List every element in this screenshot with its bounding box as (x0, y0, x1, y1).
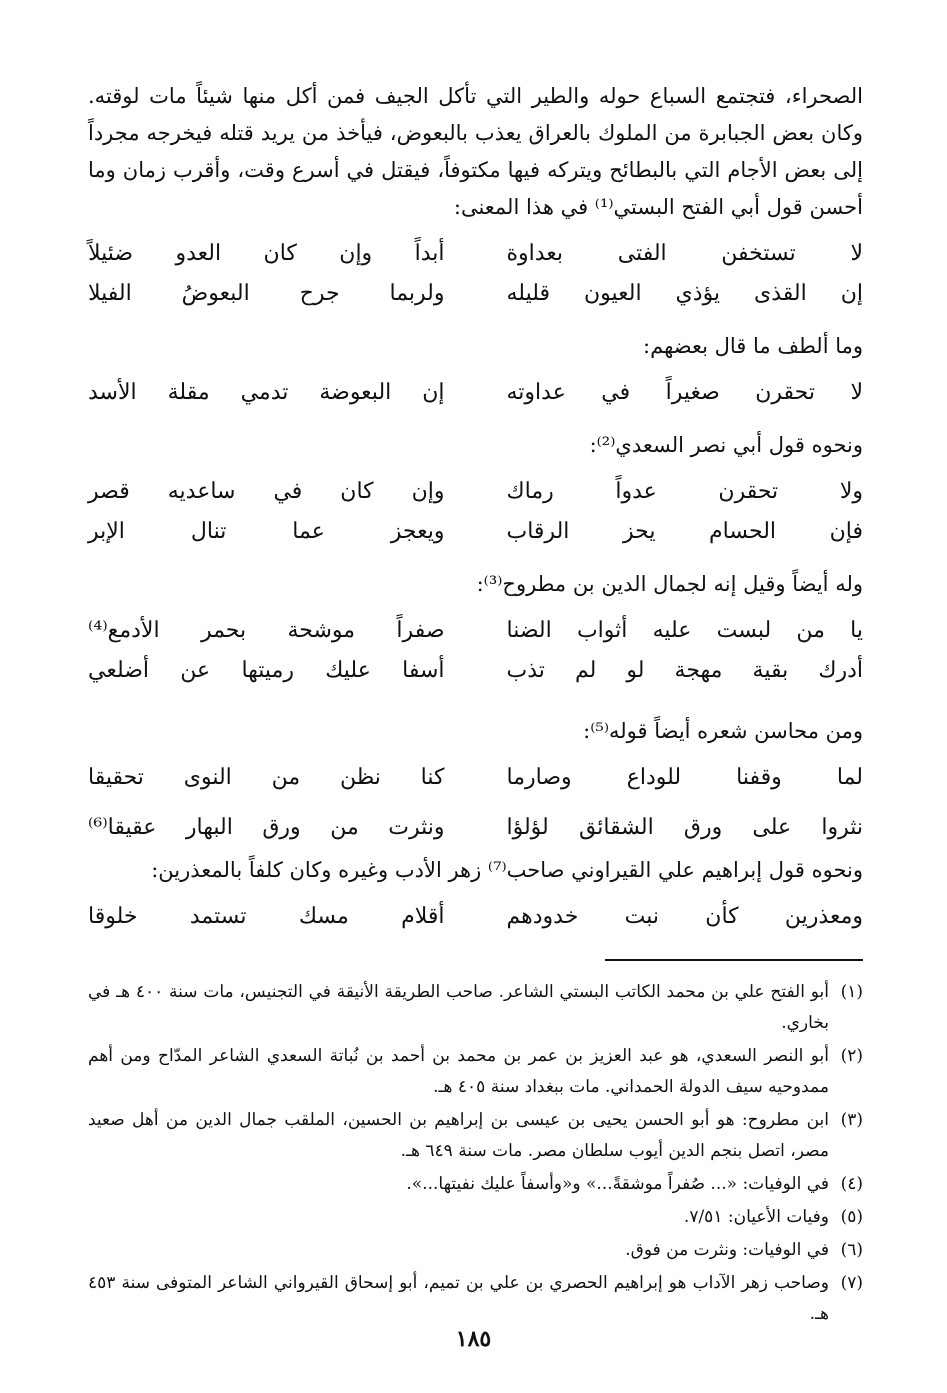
verse-second-hemistich: أبداً وإن كان العدو ضئيلاً (88, 241, 445, 266)
verse-line (88, 758, 863, 798)
poem-saadi (88, 472, 863, 552)
footnote-item (88, 977, 863, 1039)
spacer (88, 691, 863, 713)
intro-line: وله أيضاً وقيل إنه لجمال الدين بن مطروح⁽³⁾: (476, 572, 863, 596)
verse-first-hemistich: ولا تحقرن عدواً رماك (506, 479, 863, 504)
verse-first-hemistich: يا من لبست عليه أثواب الضنا (506, 618, 863, 643)
intro-line: ونحوه قول إبراهيم علي القيراوني صاحب⁽⁷⁾ زهر الأدب وغيره وكان كلفاً بالمعذرين: (151, 858, 863, 882)
footnote-number: (٤) (840, 1174, 863, 1194)
verse-line (88, 808, 863, 848)
verse-second-hemistich: أقلام مسك تستمد خلوقا (88, 904, 445, 929)
footnote-text: ابن مطروح: هو أبو الحسن يحيى بن عيسى بن إبراهيم بن الحسين، الملقب جمال الدين من أهل صعيد مصر، اتصل بنجم الدين أيوب سلطان مصر. مات سنة ٦٤٩ هـ. (88, 1110, 829, 1161)
paragraph-intro: الصحراء، فتجتمع السباع حوله والطير التي تأكل الجيف فمن أكل منها شيئاً مات لوقته. وكان بعض الجبابرة من الملوك بالعراق يعذب بالبعوض، فيأخذ من يريد قتله فيخرجه مجرداً إلى بعض الأجام التي بالبطائح ويتركه فيها مكتوفاً، فيقتل في أسرع وقت، وأقرب زمان وما أحسن قول أبي الفتح البستي⁽¹⁾ في هذا المعنى: (88, 84, 863, 219)
footnote-text: في الوفيات: «... صُفراً موشقةً...» و«وأسفاً عليك نفيتها...». (406, 1174, 829, 1194)
footnote-text: أبو الفتح علي بن محمد الكاتب البستي الشاعر. صاحب الطريقة الأنيقة في التجنيس، مات سنة ٤٠٠ هـ في بخاري. (88, 982, 829, 1033)
verse-second-hemistich: كنا نظن من النوى تحقيقا (88, 765, 445, 790)
verse-line (88, 234, 863, 274)
footnotes-list (88, 977, 863, 1330)
footnote-divider (605, 959, 863, 961)
verse-second-hemistich: إن البعوضة تدمي مقلة الأسد (88, 380, 445, 405)
verse-first-hemistich: فإن الحسام يحز الرقاب (506, 519, 863, 544)
verse-line (88, 274, 863, 314)
footnote-text: في الوفيات: ونثرت من فوق. (625, 1240, 829, 1260)
footnote-item (88, 1268, 863, 1330)
verse-first-hemistich: أدرك بقية مهجة لو لم تذب (506, 658, 863, 683)
footnote-item (88, 1235, 863, 1266)
footnote-number: (٣) (840, 1110, 863, 1130)
footnote-item (88, 1169, 863, 1200)
verse-second-hemistich: ويعجز عما تنال الإبر (88, 519, 445, 544)
verse-second-hemistich: ولربما جرح البعوضُ الفيلا (88, 281, 445, 306)
verse-line (88, 373, 863, 413)
footnote-number: (٧) (840, 1273, 863, 1293)
verse-first-hemistich: إن القذى يؤذي العيون قليله (506, 281, 863, 306)
verse-first-hemistich: لا تستخفن الفتى بعداوة (506, 241, 863, 266)
intro-line: ونحوه قول أبي نصر السعدي⁽²⁾: (589, 433, 863, 457)
footnote-number: (٦) (840, 1240, 863, 1260)
verse-second-hemistich: صفراً موشحة بحمر الأدمع⁽⁴⁾ (88, 618, 445, 643)
footnote-number: (٢) (840, 1046, 863, 1066)
poem-basti (88, 234, 863, 314)
poem-farewell (88, 758, 863, 848)
intro-line: وما ألطف ما قال بعضهم: (643, 334, 863, 358)
footnote-item (88, 1202, 863, 1233)
verse-line (88, 472, 863, 512)
footnote-text: وصاحب زهر الآداب هو إبراهيم الحصري بن علي بن تميم، أبو إسحاق القيرواني الشاعر المتوفى سنة ٤٥٣ هـ. (88, 1273, 829, 1324)
page-number: ١٨٥ (455, 1326, 492, 1352)
verse-line (88, 611, 863, 651)
footnote-text: وفيات الأعيان: ٧/٥١. (683, 1207, 829, 1227)
verse-first-hemistich: لما وقفنا للوداع وصارما (506, 765, 863, 790)
intro-line: ومن محاسن شعره أيضاً قوله⁽⁵⁾: (583, 719, 863, 743)
poem-qayrawani (88, 897, 863, 937)
poem-anonymous (88, 373, 863, 413)
verse-second-hemistich: ونثرت من ورق البهار عقيقا⁽⁶⁾ (88, 815, 445, 840)
verse-first-hemistich: نثروا على ورق الشقائق لؤلؤا (506, 815, 863, 840)
verse-line (88, 651, 863, 691)
footnote-number: (١) (840, 982, 863, 1002)
poem-matruh (88, 611, 863, 691)
footnote-item (88, 1105, 863, 1167)
verse-second-hemistich: وإن كان في ساعديه قصر (88, 479, 445, 504)
footnote-number: (٥) (840, 1207, 863, 1227)
verse-first-hemistich: لا تحقرن صغيراً في عداوته (506, 380, 863, 405)
spacer (88, 798, 863, 808)
verse-first-hemistich: ومعذرين كأن نبت خدودهم (506, 904, 863, 929)
verse-line (88, 897, 863, 937)
verse-second-hemistich: أسفا عليك رميتها عن أضلعي (88, 658, 445, 683)
footnote-item (88, 1041, 863, 1103)
verse-line (88, 512, 863, 552)
footnote-text: أبو النصر السعدي، هو عبد العزيز بن عمر بن محمد بن أحمد بن نُباتة السعدي الشاعر المدّاح ومن أهم ممدوحيه سيف الدولة الحمداني. مات ببغداد سنة ٤٠٥ هـ. (88, 1046, 829, 1097)
